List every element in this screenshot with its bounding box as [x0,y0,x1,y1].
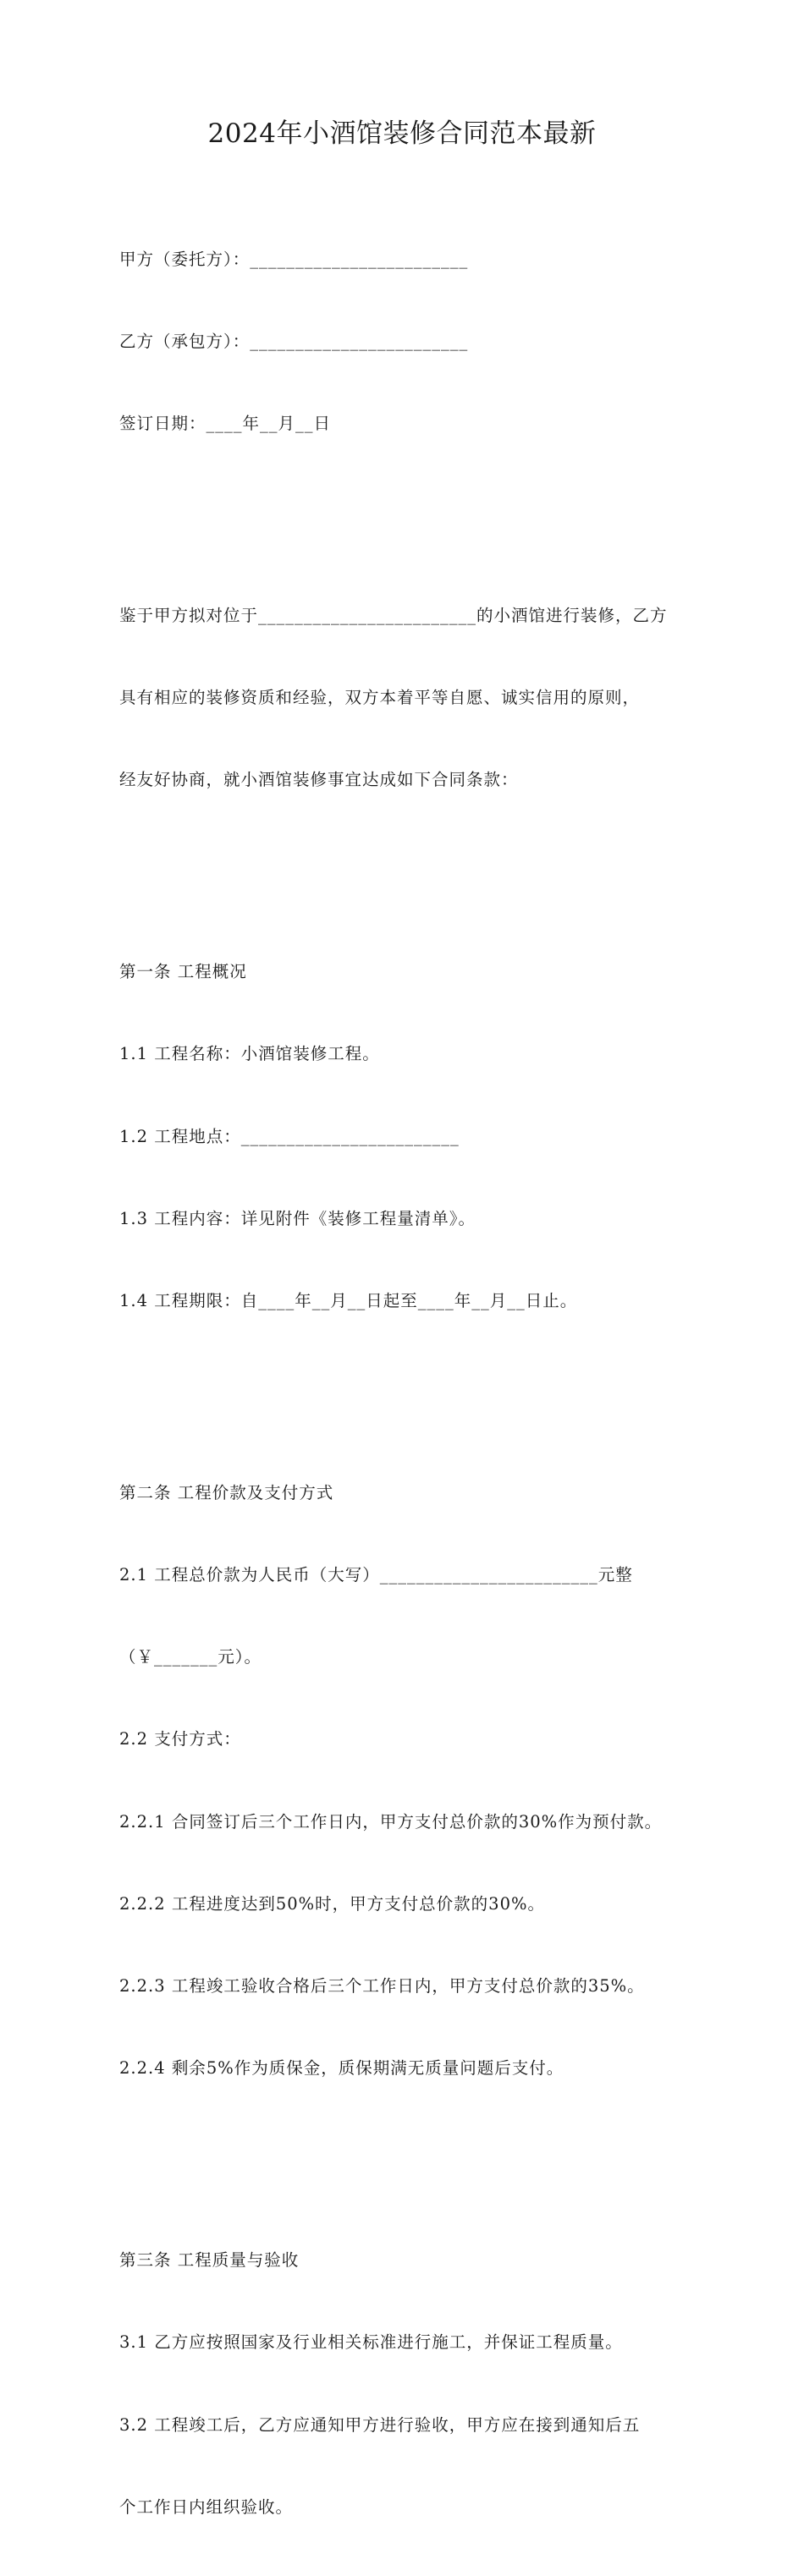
clause-line: 1.4 工程期限：自____年__月__日起至____年__月__日止。 [119,1291,578,1311]
clause-line: 3.1 乙方应按照国家及行业相关标准进行施工，并保证工程质量。 [119,2332,623,2353]
paragraph-gap [119,1370,686,1397]
clause-line: 2.2.3 工程竣工验收合格后三个工作日内，甲方支付总价款的35%。 [119,1976,645,1997]
party-a-line: 甲方（委托方）：________________________ [119,249,469,269]
article-heading: 第一条 工程概况 [119,962,247,982]
preamble-line: 鉴于甲方拟对位于________________________的小酒馆进行装修，乙方 [119,606,668,626]
clause-line: 1.2 工程地点：________________________ [119,1126,460,1146]
sign-date-line: 签订日期：____年__月__日 [119,414,332,434]
paragraph-gap [119,2138,686,2165]
paragraph-gap [119,849,686,876]
document-title: 2024年小酒馆装修合同范本最新 [207,118,597,149]
preamble-line: 经友好协商，就小酒馆装修事宜达成如下合同条款： [119,770,519,790]
clause-line: 1.1 工程名称：小酒馆装修工程。 [119,1044,380,1064]
clause-line: 个工作日内组织验收。 [119,2496,294,2517]
clause-line: 2.2.2 工程进度达到50%时，甲方支付总价款的30%。 [119,1893,545,1914]
clause-line: 2.2 支付方式： [119,1729,241,1749]
party-b-line: 乙方（承包方）：________________________ [119,332,469,352]
preamble-line: 具有相应的装修资质和经验，双方本着平等自愿、诚实信用的原则， [119,688,641,708]
clause-line: 2.2.1 合同签订后三个工作日内，甲方支付总价款的30%作为预付款。 [119,1811,663,1832]
clause-line: 3.2 工程竣工后，乙方应通知甲方进行验收，甲方应在接到通知后五 [119,2414,641,2435]
clause-line: 2.2.4 剩余5%作为质保金，质保期满无质量问题后支付。 [119,2058,564,2079]
paragraph-gap [119,492,686,519]
article-heading: 第二条 工程价款及支付方式 [119,1482,334,1502]
clause-line: （￥_______元）。 [119,1647,262,1667]
article-heading: 第三条 工程质量与验收 [119,2250,300,2271]
clause-line: 2.1 工程总价款为人民币（大写）________________________元整 [119,1565,633,1585]
clause-line: 1.3 工程内容：详见附件《装修工程量清单》。 [119,1208,476,1228]
contract-body [119,191,686,2576]
